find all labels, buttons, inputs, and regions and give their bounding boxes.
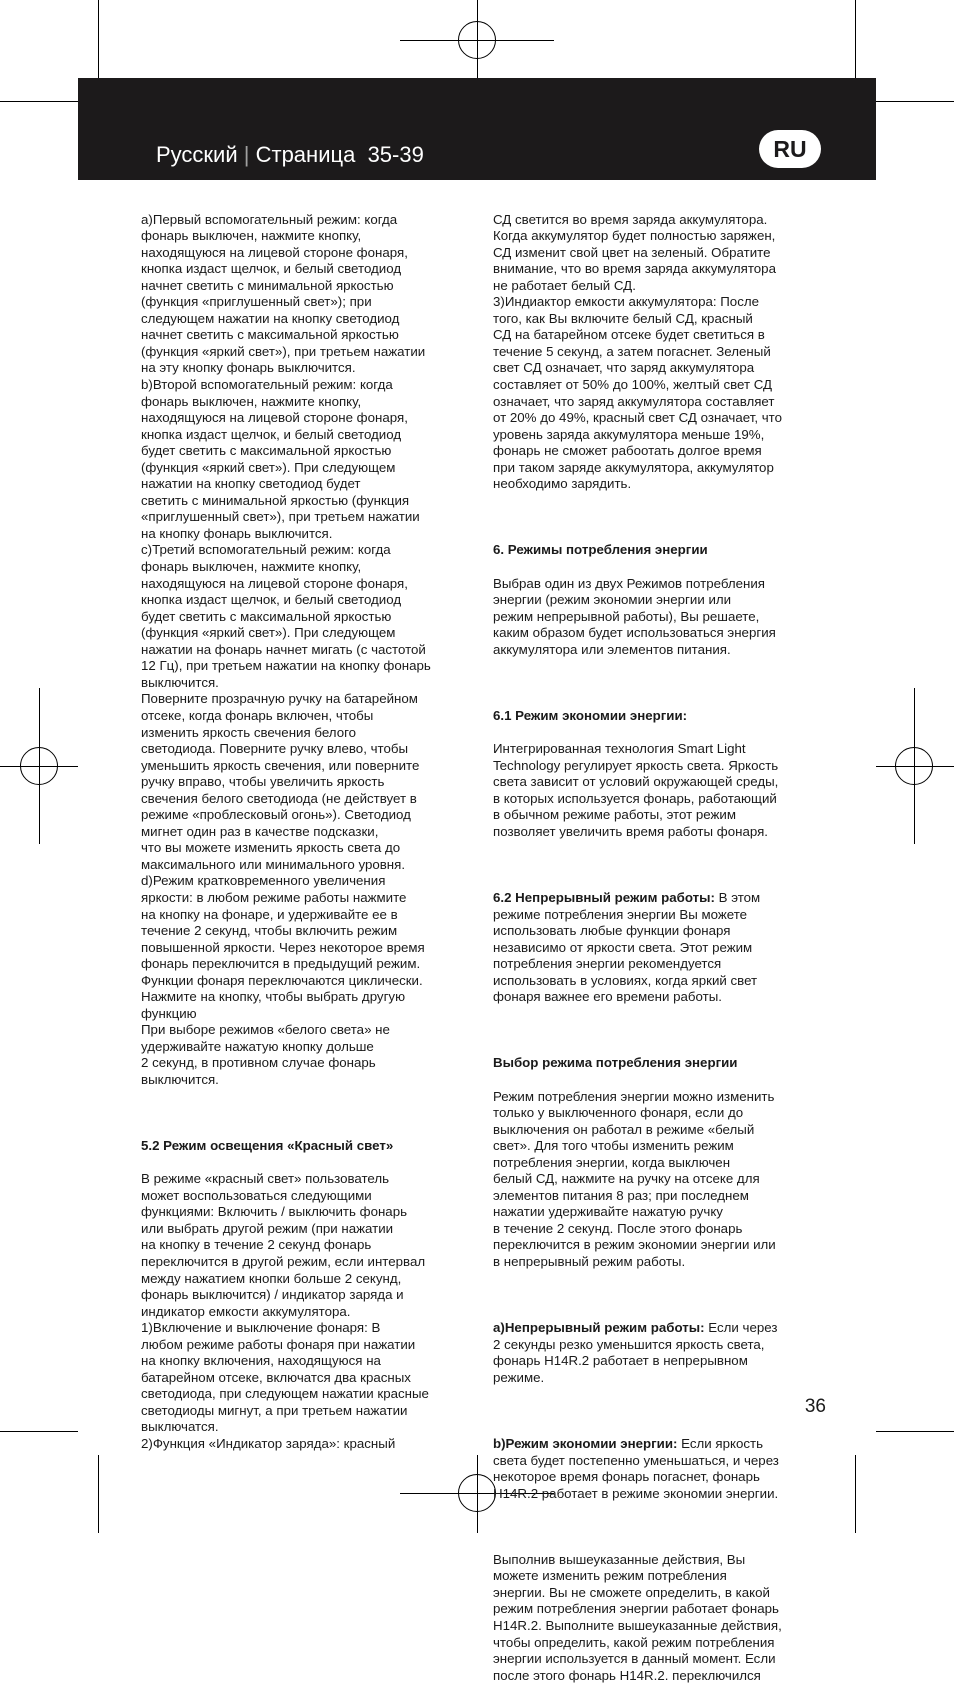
crop-mark: [0, 101, 78, 102]
body-text: Выполнив вышеуказанные действия, Вы можете изменить режим потребления энергии. Вы не сможете определить, в какой режим потребления энергии работает фонарь H14R.2. Выполните вышеуказанные действия, чтобы определить, какой режим потребления энергии используется в данный момент. Если после этого фонарь H14R.2. переключился: [493, 1551, 782, 1683]
language-label: Русский: [156, 142, 238, 167]
section-heading: 6.1 Режим экономии энергии:: [493, 707, 688, 723]
body-text: Если через 2 секунды резко уменьшится яркость света, фонарь H14R.2 работает в непрерывном режиме.: [493, 1320, 778, 1385]
section-heading: a)Непрерывный режим работы:: [493, 1320, 705, 1336]
section-6-1: [493, 708, 833, 725]
pages-range: 35-39: [367, 142, 424, 167]
body-text: СД светится во время заряда аккумулятора. Когда аккумулятор будет полностью заряжен, СД изменит свой цвет на зеленый. Обратите внимание, что во время заряда аккумулятора не работает белый СД. 3)Индиактор емкости аккумулятора: После того, как Вы включите белый СД, красный СД на батарейном отсеке будет светиться в течение 5 секунд, а затем погаснет. Зеленый свет СД означает, что заряд аккумулятора составляет от 50% до 100%, желтый свет СД означает, что заряд аккумулятора составляет от 20% до 49%, красный свет СД означает, что уровень заряда аккумулятора меньше 19%, фонарь не сможет рабоотать долгое время при таком заряде аккумулятора, аккумулятор необходимо зарядить.: [493, 211, 782, 492]
body-text: Если яркость света будет постепенно уменьшаться, и через некоторое время фонарь погаснет, фонарь H14R.2 работает в режиме экономии энергии.: [493, 1436, 779, 1501]
section-a: [493, 1320, 833, 1386]
crop-mark: [876, 1431, 954, 1432]
body-text: В режиме «красный свет» пользователь может воспользоваться следующими функциями: Включить / выключить фонарь или выбрать другой режим (при нажатии на кнопку в течение 2 секунд фонарь переключится в другой режим, если интервал между нажатием кнопки больше 2 секунд, фонарь выключится) / индикатор заряда и индикатор емкости аккумулятора. 1)Включение и выключение фонаря: В любом режиме работы фонаря при нажатии на кнопку включения, находящуюся на батарейном отсеке, включатся два красных светодиода, при следующем нажатии красные светодиоды мигнут, а при третьем нажатии выключатся. 2)Функция «Индикатор заряда»: красный: [141, 1171, 429, 1452]
body-text: a)Первый вспомогательный режим: когда фонарь выключен, нажмите кнопку, находящуюся на лицевой стороне фонаря, кнопка издаст щелчок, и белый светодиод начнет светить с минимальной яркостью (функция «приглушенный свет»); при следующем нажатии на кнопку светодиод начнет светить с максимальной яркостью (функция «яркий свет»), при третьем нажатии на эту кнопку фонарь выключится. b)Второй вспомогательный режим: когда фонарь выключен, нажмите кнопку, находящуюся на лицевой стороне фонаря, кнопка издаст щелчок, и белый светодиод будет светить с максимальной яркостью (функция «яркий свет»). При следующем нажатии на кнопку светодиод будет светить с минимальной яркостью (функция «приглушенный свет»), при третьем нажатии на кнопку фонарь выключится. c)Третий вспомогательный режим: когда фонарь выключен, нажмите кнопку, находящуюся на лицевой стороне фонаря, кнопка издаст щелчок, и белый светодиод будет светить с максимальной яркостью (функция «яркий свет»). При следующем нажатии на фонарь начнет мигать (с частотой 12 Гц), при третьем нажатии на кнопку фонарь выключится. Поверните прозрачную ручку на батарейном отсеке, когда фонарь включен, чтобы изменить яркость свечения белого светодиода. Поверните ручку влево, чтобы уменьшить яркость свечения, или поверните ручку вправо, чтобы увеличить яркость свечения белого светодиода (не действует в режиме «проблесковый огонь»). Светодиод мигнет один раз в качестве подсказки, что вы можете изменить яркость света до максимального или минимального уровня. d)Режим кратковременного увеличения яркости: в любом режиме работы нажмите на кнопку на фонаре, и удерживайте ее в течение 2 секунд, чтобы включить режим повышенной яркости. Через некоторое время фонарь переключится в предыдущий режим. Функции фонаря переключаются циклически. Нажмите на кнопку, чтобы выбрать другую функцию При выборе режимов «белого света» не удерживайте нажатую кнопку дольше 2 секунд, в противном случае фонарь выключится.: [141, 211, 431, 1087]
body-text: Интегрированная технология Smart Light Technology регулирует яркость света. Яркость света зависит от условий окружающей среды, в которых используется фонарь, работающий в обычном режиме работы, этот режим позволяет увеличить время работы фонаря.: [493, 741, 779, 839]
title-separator: |: [243, 142, 250, 167]
section-heading: b)Режим экономии энергии:: [493, 1436, 678, 1452]
body-text: Выбрав один из двух Режимов потребления энергии (режим экономии энергии или режим непрерывной работы), Вы решаете, каким образом будет использоваться энергия аккумулятора или элементов питания.: [493, 575, 776, 657]
body-text: Режим потребления энергии можно изменить только у выключенного фонаря, если до выключения он работал в режиме «белый свет». Для того чтобы изменить режим потребления энергии, когда выключен белый СД, нажмите на ручку на отсеке для элементов питания 8 раз; при последнем нажатии удерживайте нажатую ручку в течение 2 секунд. После этого фонарь переключится в режим экономии энергии или в непрерывный режим работы.: [493, 1088, 776, 1269]
language-badge: RU: [759, 130, 821, 168]
section-mode-selection: [493, 1055, 833, 1072]
header-title: [156, 142, 424, 168]
section-b: [493, 1436, 833, 1502]
crop-mark: [0, 1431, 78, 1432]
header-banner: [78, 78, 876, 180]
crop-mark: [876, 101, 954, 102]
section-heading: 5.2 Режим освещения «Красный свет»: [141, 1138, 394, 1154]
section-heading: Выбор режима потребления энергии: [493, 1055, 738, 1071]
left-column: [141, 195, 481, 1469]
section-6-2: [493, 890, 833, 1006]
pages-label: Страница: [255, 142, 356, 167]
right-column: [493, 195, 833, 1701]
section-6: [493, 542, 833, 559]
crop-mark: [855, 0, 856, 78]
page-number: 36: [804, 1396, 826, 1417]
crop-mark: [98, 1455, 99, 1533]
section-heading: 6.2 Непрерывный режим работы:: [493, 889, 715, 905]
section-5-2: [141, 1138, 481, 1155]
crop-mark: [855, 1455, 856, 1533]
crop-mark: [98, 0, 99, 78]
body-text: В этом режиме потребления энергии Вы можете использовать любые функции фонаря независимо от яркости света. Этот режим потребления энергии рекомендуется использовать в условиях, когда яркий свет фонаря важнее его времени работы.: [493, 889, 761, 1005]
section-heading: 6. Режимы потребления энергии: [493, 542, 708, 558]
